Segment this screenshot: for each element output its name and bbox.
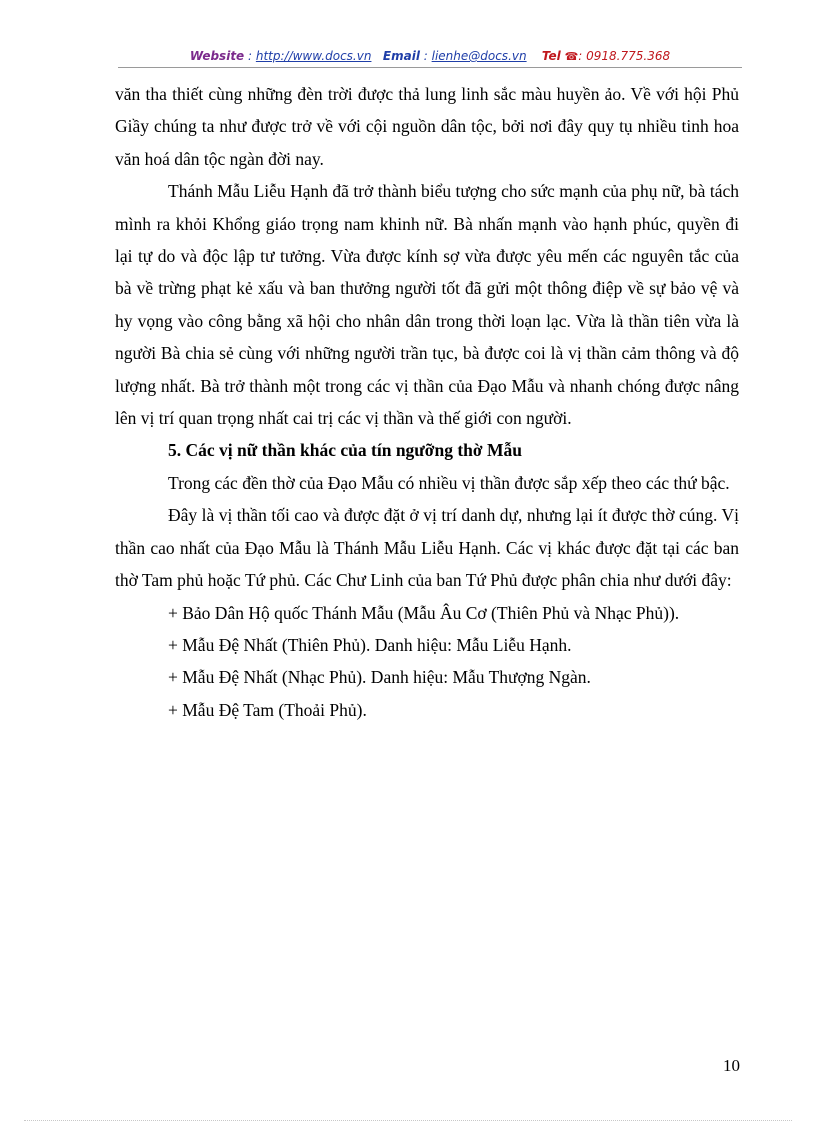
email-label: Email: [382, 49, 420, 63]
document-body: [115, 78, 739, 726]
email-separator: :: [419, 49, 432, 63]
email-link[interactable]: lienhe@docs.vn: [431, 49, 527, 63]
header-divider: [118, 67, 742, 68]
website-link[interactable]: http://www.docs.vn: [255, 49, 372, 63]
footer-divider: [24, 1120, 792, 1121]
page-header: [118, 46, 742, 67]
paragraph-2: Thánh Mẫu Liễu Hạnh đã trở thành biểu tượng cho sức mạnh của phụ nữ, bà tách mình ra khỏi Khổng giáo trọng nam khinh nữ. Bà nhấn mạnh vào hạnh phúc, quyền đi lại tự do và độc lập tư tưởng. Vừa được kính sợ vừa được yêu mến các nguyên tắc của bà về trừng phạt kẻ xấu và ban thưởng người tốt đã gửi một thông điệp về sự bảo vệ và hy vọng vào công bằng xã hội cho nhân dân trong thời loạn lạc. Vừa là thần tiên vừa là người Bà chia sẻ cùng với những người trần tục, bà được coi là vị thần cảm thông và độ lượng nhất. Bà trở thành một trong các vị thần của Đạo Mẫu và nhanh chóng được nâng lên vị trí quan trọng nhất cai trị các vị thần và thế giới con người.: [115, 181, 739, 429]
paragraph-4: Đây là vị thần tối cao và được đặt ở vị trí danh dự, nhưng lại ít được thờ cúng. Vị thần cao nhất của Đạo Mẫu là Thánh Mẫu Liễu Hạnh. Các vị khác được đặt tại các ban thờ Tam phủ hoặc Tứ phủ. Các Chư Linh của ban Tứ Phủ được phân chia như dưới đây:: [115, 505, 739, 591]
website-label: Website: [189, 49, 245, 63]
list-item: + Mẫu Đệ Nhất (Thiên Phủ). Danh hiệu: Mẫu Liễu Hạnh.: [168, 634, 572, 655]
page-number: 10: [723, 1056, 740, 1075]
list-item: + Mẫu Đệ Tam (Thoải Phủ).: [168, 699, 367, 720]
paragraph-3: Trong các đền thờ của Đạo Mẫu có nhiều vị thần được sắp xếp theo các thứ bậc.: [168, 472, 730, 493]
tel-label: Tel: [541, 49, 561, 63]
website-separator: :: [244, 49, 256, 63]
list-item: + Bảo Dân Hộ quốc Thánh Mẫu (Mẫu Âu Cơ (Thiên Phủ và Nhạc Phủ)).: [168, 602, 680, 623]
phone-icon: ☎: [564, 50, 579, 63]
list-item: + Mẫu Đệ Nhất (Nhạc Phủ). Danh hiệu: Mẫu Thượng Ngàn.: [168, 667, 591, 688]
tel-number: : 0918.775.368: [578, 49, 671, 63]
paragraph-1: văn tha thiết cùng những đèn trời được thả lung linh sắc màu huyền ảo. Về với hội Phủ Giầy chúng ta như được trở về với cội nguồn dân tộc, bởi nơi đây quy tụ nhiều tinh hoa văn hoá dân tộc ngàn đời nay.: [115, 84, 739, 169]
section-heading: 5. Các vị nữ thần khác của tín ngưỡng thờ Mẫu: [168, 440, 522, 461]
